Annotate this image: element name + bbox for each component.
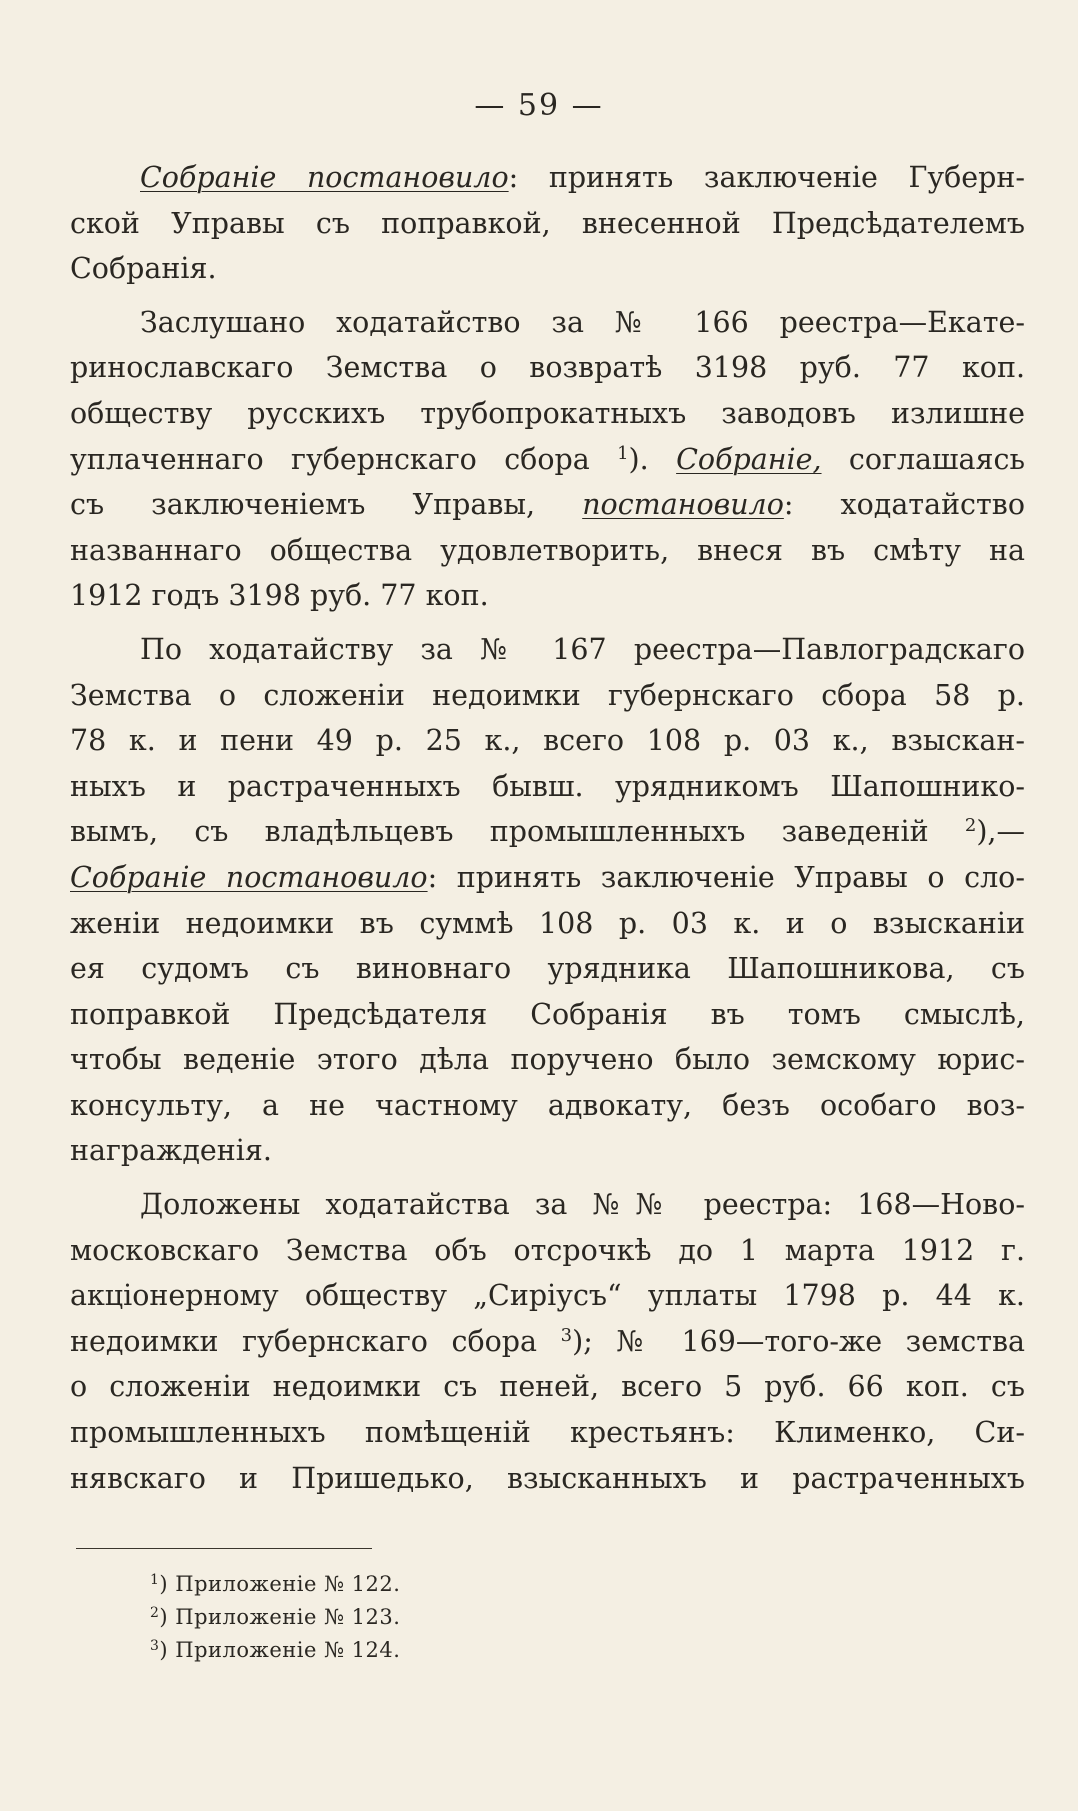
text-line: консульту, а не частному адвокату, безъ особаго воз- [70, 1088, 1025, 1122]
text-line: поправкой Предсѣдателя Собранія въ томъ смыслѣ, [70, 997, 1025, 1031]
text-line: названнаго общества удовлетворить, внеся въ смѣту на [70, 533, 1025, 567]
footnote-ref: 1 [617, 442, 629, 464]
paragraph-3 [70, 627, 1025, 1174]
text-line: По ходатайству за № 167 реестра—Павлоградскаго [140, 632, 1025, 666]
text-line: Земства о сложеніи недоимки губернскаго сбора 58 р. [70, 678, 1025, 712]
paragraph-1 [70, 155, 1025, 292]
text-line: Доложены ходатайства за №№ реестра: 168—Ново- [140, 1188, 1025, 1222]
text-line: недоимки губернскаго сбора $^3$); № 169—того-же земства [70, 1324, 1026, 1358]
footnote-ref: 2 [964, 815, 977, 837]
text-line: промышленныхъ помѣщеній крестьянъ: Клименко, Си- [70, 1416, 1025, 1450]
paragraph-4 [70, 1182, 1025, 1501]
text-line: Собраніе постановило: принять заключеніе Губерн- [140, 161, 1025, 194]
footnote-1: $^1$) Приложеніе № 122. [150, 1572, 401, 1596]
text-line: ныхъ и растраченныхъ бывш. урядникомъ Шапошнико- [70, 769, 1025, 803]
text-line: акціонерному обществу „Сиріусъ“ уплаты 1798 р. 44 к. [70, 1279, 1025, 1313]
document-body [70, 155, 1025, 1509]
text-line: ской Управы съ поправкой, внесенной Предсѣдателемъ [70, 206, 1025, 240]
text-line: съ заключеніемъ Управы, постановило: ходатайство [70, 488, 1025, 522]
text-line: чтобы веденіе этого дѣла поручено было земскому юрис- [70, 1043, 1025, 1077]
text-line: награжденія. [70, 1134, 272, 1168]
text-line: ея судомъ съ виновнаго урядника Шапошникова, съ [70, 952, 1025, 986]
footnote-divider [76, 1548, 372, 1549]
text-line: 1912 годъ 3198 руб. 77 коп. [70, 579, 489, 613]
paragraph-2 [70, 300, 1025, 619]
text-line: нявскаго и Пришедько, взысканныхъ и растраченныхъ [70, 1461, 1025, 1495]
page-number: — 59 — [474, 88, 604, 123]
footnote-2: $^2$) Приложеніе № 123. [150, 1605, 401, 1629]
text-line: уплаченнаго губернскаго сбора $^1$). Собраніе, соглашаясь [70, 442, 1025, 476]
text-line: обществу русскихъ трубопрокатныхъ заводовъ излишне [70, 396, 1025, 430]
text-line: о сложеніи недоимки съ пеней, всего 5 руб. 66 коп. съ [70, 1370, 1025, 1404]
text-line: Заслушано ходатайство за № 166 реестра—Екате- [140, 305, 1025, 339]
footnote-ref: 3 [560, 1324, 573, 1346]
text-line: вымъ, съ владѣльцевъ промышленныхъ заведеній $^2$),— [70, 815, 1025, 849]
text-line: 78 к. и пени 49 р. 25 к., всего 108 р. 03 к., взыскан- [70, 724, 1025, 758]
text-line: московскаго Земства объ отсрочкѣ до 1 марта 1912 г. [70, 1233, 1025, 1267]
footnotes [150, 1568, 400, 1667]
footnote-3: $^3$) Приложеніе № 124. [150, 1638, 401, 1662]
text-line: Собранія. [70, 252, 217, 286]
text-line: ринославскаго Земства о возвратѣ 3198 руб. 77 коп. [70, 351, 1025, 385]
text-line: Собраніе постановило: принять заключеніе Управы о сло- [70, 860, 1025, 894]
text-line: женіи недоимки въ суммѣ 108 р. 03 к. и о взысканіи [70, 906, 1025, 940]
